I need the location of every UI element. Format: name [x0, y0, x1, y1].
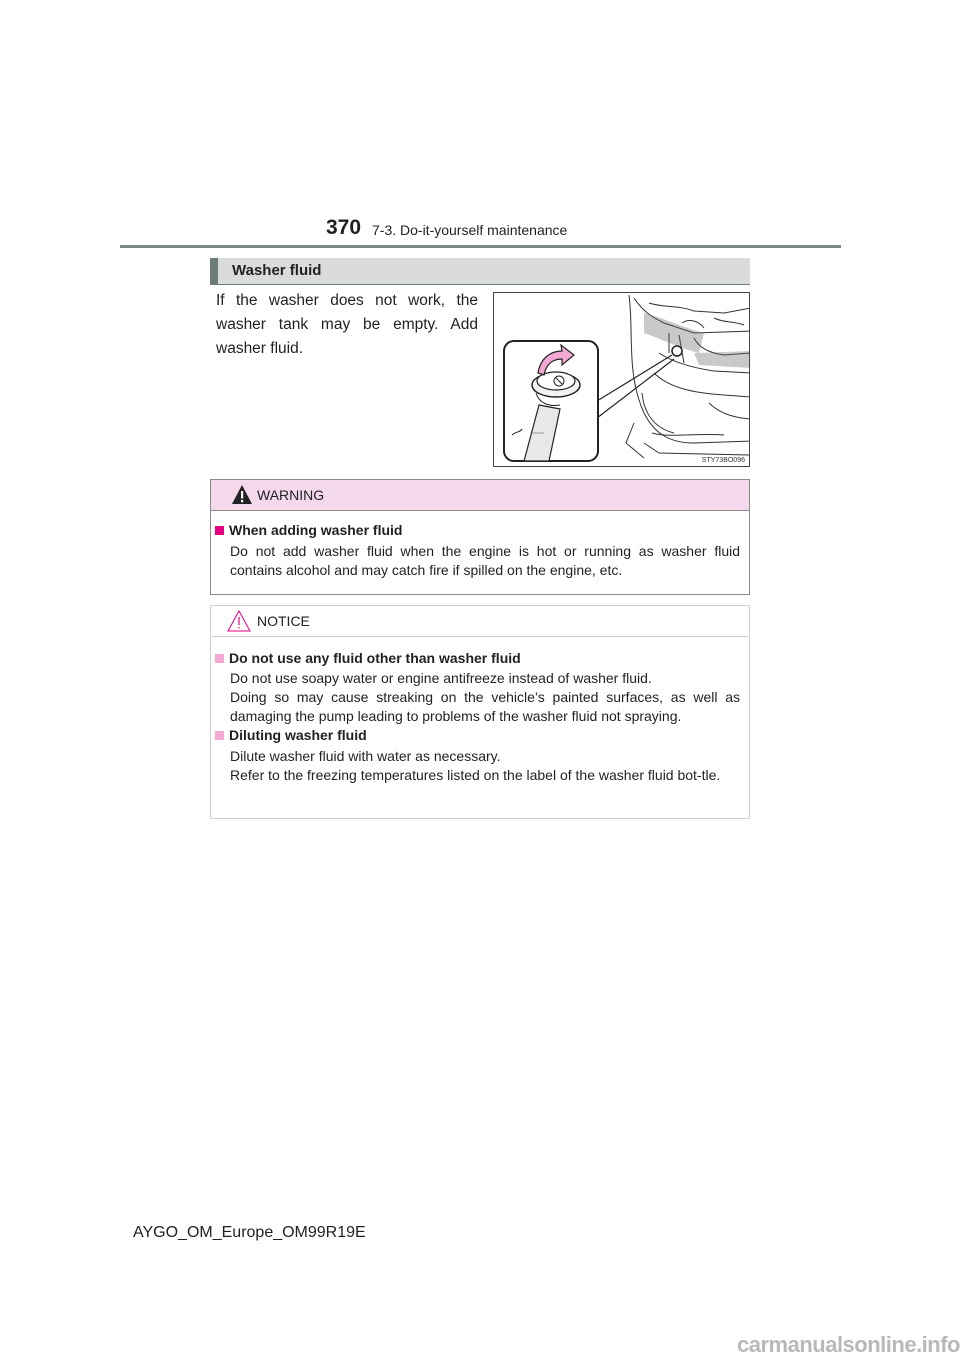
- header-rule: [120, 245, 841, 248]
- notice-item-title: [215, 727, 367, 743]
- warning-label: WARNING: [257, 487, 325, 503]
- notice-item-line: Doing so may cause streaking on the vehicle’s painted surfaces, as well as damaging the pump leading to problems of the washer fluid not spraying.: [230, 689, 740, 724]
- section-title: 7-3. Do-it-yourself maintenance: [372, 222, 568, 238]
- notice-header: [211, 606, 749, 637]
- notice-triangle-icon: [227, 610, 251, 632]
- warning-triangle-icon: [231, 484, 253, 505]
- washer-tank-illustration: [494, 293, 750, 467]
- pink-square-bullet-icon: [215, 654, 224, 663]
- warning-header: [211, 480, 749, 511]
- notice-item-body: [230, 669, 740, 726]
- section-heading: [210, 258, 750, 284]
- page-number: 370: [326, 216, 362, 239]
- warning-item-title: [215, 522, 402, 538]
- pink-square-bullet-icon: [215, 731, 224, 740]
- notice-item-title: [215, 650, 521, 666]
- washer-tank-figure: [493, 292, 750, 467]
- pink-square-bullet-icon: [215, 526, 224, 535]
- section-heading-text: Washer fluid: [232, 262, 322, 279]
- notice-item-line: Do not use soapy water or engine antifreeze instead of washer fluid.: [230, 670, 652, 686]
- figure-code: STY73BO096: [701, 457, 745, 464]
- notice-label: NOTICE: [257, 613, 310, 629]
- footer-document-id: AYGO_OM_Europe_OM99R19E: [133, 1224, 366, 1241]
- notice-item-title-text: Do not use any fluid other than washer fluid: [229, 650, 521, 666]
- notice-item-body: [230, 747, 740, 785]
- notice-item-line: Dilute washer fluid with water as necessary.: [230, 748, 501, 764]
- warning-box: [210, 479, 750, 595]
- section-heading-rule: [210, 284, 750, 285]
- notice-item-line: Refer to the freezing temperatures listed on the label of the washer fluid bot-tle.: [230, 767, 721, 783]
- watermark: carmanualsonline.info: [737, 1332, 960, 1357]
- warning-item-title-text: When adding washer fluid: [229, 522, 403, 538]
- intro-paragraph: If the washer does not work, the washer tank may be empty. Add washer fluid.: [216, 292, 478, 357]
- notice-item-title-text: Diluting washer fluid: [229, 727, 367, 743]
- warning-item-body: Do not add washer fluid when the engine is hot or running as washer fluid contains alcohol and may catch fire if spilled on the engine, etc.: [230, 543, 740, 578]
- notice-box: [210, 605, 750, 819]
